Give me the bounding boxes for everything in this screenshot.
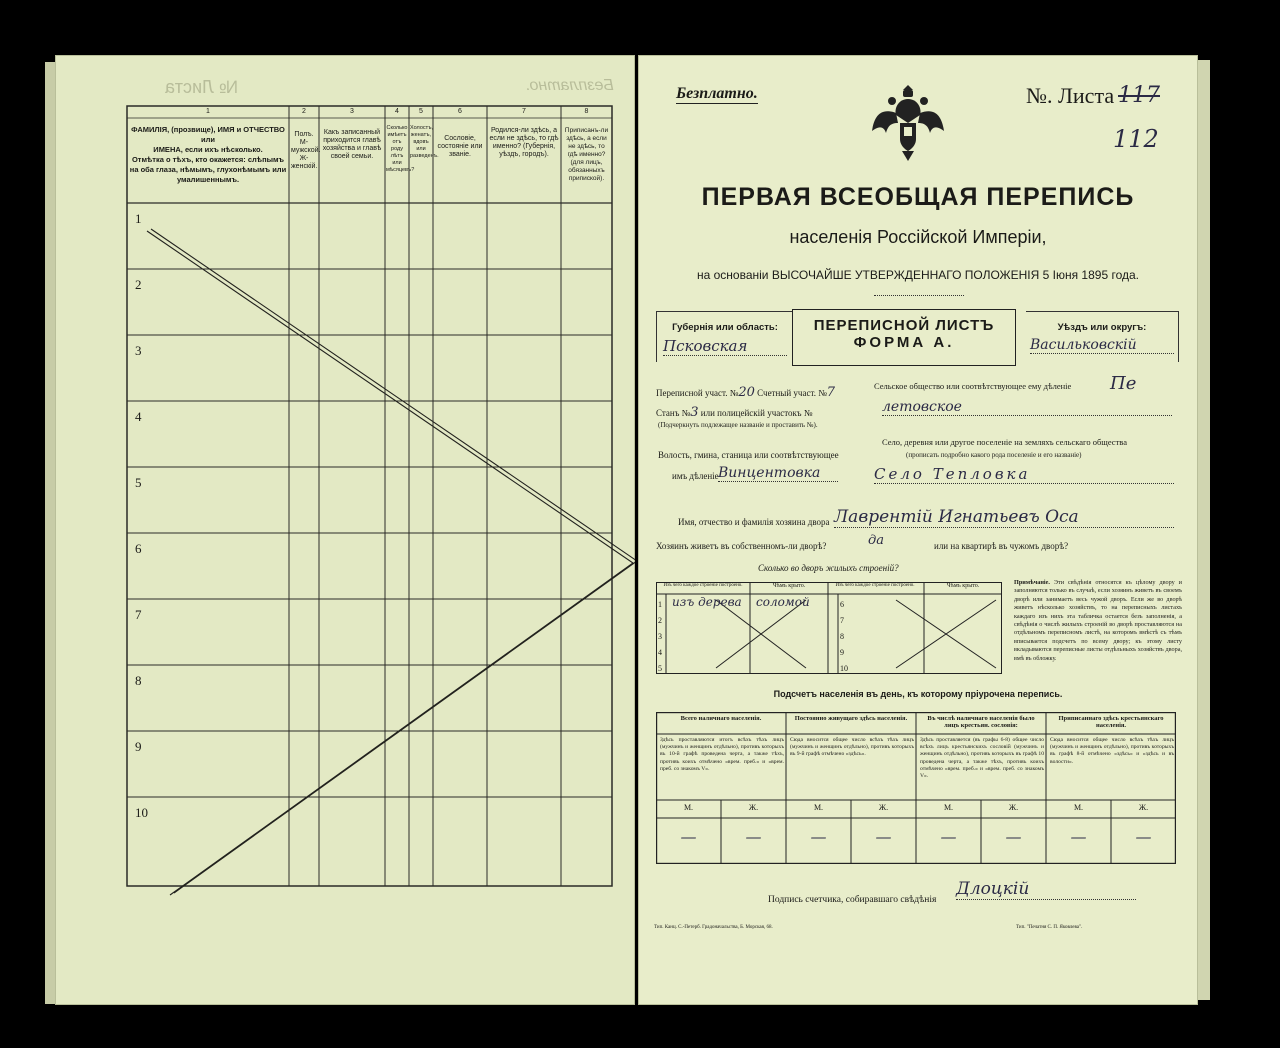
stan-label: Станъ №: [656, 408, 691, 418]
buildings-label: Сколько во дворъ жилыхъ строеній?: [758, 563, 899, 573]
ghost-sheet-label: № Листа: [165, 77, 239, 97]
sex-label-7: М.: [1073, 803, 1084, 812]
col-num-2: 2: [302, 108, 306, 115]
count-header-3: Въ числѣ наличнаго населенія было лицъ крестьян. сословія:: [927, 715, 1035, 729]
row-num-8: 8: [135, 673, 142, 688]
district-label: Уѣздъ или округъ:: [1057, 322, 1147, 333]
free-label: Безплатно.: [676, 85, 758, 102]
count-title: Подсчетъ населенія въ день, къ которому пріурочена перепись.: [773, 689, 1063, 699]
count-header-2: Постоянно живущаго здѣсь населенія.: [794, 715, 908, 722]
divider-ornament: [874, 295, 964, 302]
row-num-3: 3: [135, 343, 142, 358]
counting-section-value: 7: [826, 385, 836, 400]
build-header-roof-2: Чѣмъ крыто.: [946, 583, 980, 589]
volost-value: Винцентовка: [718, 465, 838, 482]
owner-lives-value: да: [868, 533, 884, 548]
sheet-no-label: №. Листа: [1026, 83, 1115, 108]
col7-header: Родился-ли здѣсь, а если не здѣсь, то гдѣ именно? (Губернія, уѣздъ, городъ).: [489, 127, 559, 158]
count-value-5: —: [940, 827, 957, 846]
count-value-6: —: [1005, 827, 1022, 846]
col4-header: Сколько имѣетъ отъ роду лѣтъ или мѣсяцевъ?: [386, 125, 415, 173]
count-header-1: Всего наличнаго населенія.: [680, 715, 762, 722]
sex-label-3: М.: [813, 803, 824, 812]
col1-header: ФАМИЛІЯ, (прозвище), ИМЯ и ОТЧЕСТВО или ИМЕНА, если ихъ нѣсколько. Отмѣтка о тѣхъ, кто окажется: слѣпымъ на оба глаза, нѣмымъ, глухонѣмымъ или умалишеннымъ.: [129, 125, 287, 184]
row-num-6: 6: [135, 541, 142, 556]
province-value: Псковская: [663, 337, 787, 356]
count-value-7: —: [1070, 827, 1087, 846]
col-num-5: 5: [419, 108, 423, 115]
build-entry-roof: соломой: [756, 595, 810, 609]
build-entry-material: изъ дерева: [672, 595, 742, 609]
underline-note: (Подчеркнуть подлежащее названіе и проставить №).: [658, 421, 818, 429]
count-value-3: —: [810, 827, 827, 846]
ghost-free-label: Безплатно.: [525, 77, 614, 94]
left-page: [55, 55, 635, 1005]
col-num-1: 1: [206, 108, 210, 115]
build-rows-right: 6 7 8 9 10: [840, 600, 848, 673]
sheet-title-box: [792, 309, 1016, 366]
row-num-1: 1: [135, 211, 142, 226]
row-num-5: 5: [135, 475, 142, 490]
count-value-1: —: [680, 827, 697, 846]
row-num-10: 10: [135, 805, 148, 820]
col-num-6: 6: [458, 108, 462, 115]
stan-value: 3: [690, 405, 699, 420]
left-grid: [55, 55, 635, 1005]
count-header-4: Приписаннаго здѣсь крестьянскаго населенія.: [1058, 715, 1164, 729]
census-section-value: 20: [738, 385, 755, 400]
row-num-4: 4: [135, 409, 142, 424]
stan-row: [656, 405, 812, 420]
sex-label-4: Ж.: [878, 803, 889, 812]
count-desc-1: Здѣсь проставляются итогъ всѣхъ тѣхъ лицъ (мужчинъ и женщинъ отдѣльно), противъ которыхъ въ 10-й графѣ проведена черта, а также тѣхъ, противъ коихъ отмѣчено «врем. преб.» и «врем. преб. со знакомъ V».: [660, 737, 784, 772]
col3-header: Какъ записанный приходится главѣ хозяйства и главѣ своей семьи.: [322, 129, 382, 160]
col-num-3: 3: [350, 108, 354, 115]
signature-label: Подпись счетчика, собиравшаго свѣдѣнія: [768, 895, 937, 905]
col-num-7: 7: [522, 108, 526, 115]
build-rows-left: 1 2 3 4 5: [658, 600, 662, 673]
count-desc-4: Сюда вносится общее число всѣхъ тѣхъ лицъ (мужчинъ и женщинъ отдѣльно), противъ которыхъ въ графѣ 8-й отмѣчено «здѣсь» и «здѣсь и въ волости».: [1050, 737, 1174, 765]
col5-header: Холостъ, женатъ, вдовъ или разведенъ.: [410, 125, 439, 159]
printer-left: Тип. Канц. С.-Петерб. Градоначальства, Б. Морская, 68.: [654, 925, 773, 930]
signature-value: Длоцкій: [956, 879, 1136, 900]
owner-value: Лаврентій Игнатьевъ Оса: [834, 507, 1174, 528]
census-section-label: Переписной участ. №: [656, 388, 739, 398]
census-title: ПЕРВАЯ ВСЕОБЩАЯ ПЕРЕПИСЬ: [701, 183, 1135, 211]
province-box: [656, 311, 793, 362]
row-num-9: 9: [135, 739, 142, 754]
printer-right: Тип. "Печатня С. П. Яковлева".: [1016, 925, 1083, 930]
district-box: [1026, 311, 1179, 362]
sex-label-1: М.: [683, 803, 694, 812]
owner-lives-label: Хозяинъ живетъ въ собственномъ-ли дворѣ?: [656, 541, 827, 551]
sex-label-8: Ж.: [1138, 803, 1149, 812]
volost-label: Волость, гмина, станица или соотвѣтствующее: [658, 450, 839, 460]
count-value-4: —: [875, 827, 892, 846]
count-desc-2: Сюда вносится общее число всѣхъ тѣхъ лицъ (мужчинъ и женщинъ отдѣльно), противъ которыхъ въ 9-й графѣ отмѣчено «здѣсь».: [790, 737, 914, 758]
census-section-row: [656, 385, 835, 400]
count-desc-3: Здѣсь проставляется (въ графы 6-8) общее число всѣхъ лицъ крестьянскихъ сословій (мужчинъ и женщинъ отдѣльно), противъ которыхъ въ графѣ 10 проведена черта, а также тѣхъ, противъ коихъ отмѣчено «врем. преб.» и «врем. преб. со знакомъ V».: [920, 737, 1044, 780]
page-stack-edge-right: [1196, 60, 1210, 1000]
col6-header: Сословіе, состояніе или званіе.: [437, 135, 483, 158]
owner-label: Имя, отчество и фамилія хозяина двора: [678, 517, 830, 527]
sheet-form: ФОРМА А.: [853, 334, 955, 351]
row-num-7: 7: [135, 607, 142, 622]
sheet-no-old: 117: [1118, 83, 1160, 108]
police-label: или полицейскій участокъ №: [700, 408, 813, 418]
village-note: (прописать подробно какого рода поселеніе и его названіе): [906, 451, 1082, 459]
build-header-material: Изъ чего каждое строеніе построено.: [663, 583, 743, 588]
village-label: Село, деревня или другое поселеніе на земляхъ сельскаго общества: [882, 437, 1127, 447]
note-text: Эти свѣдѣнія относятся къ цѣлому двору и заполняются только въ случаѣ, если хозяинъ живетъ въ своемъ дворѣ или занимаетъ весь чужой дворъ. Если же во дворѣ живетъ нѣсколько хозяйствъ, то на переписныхъ листахъ каждаго изъ нихъ эта табличка остается безъ заполненія, а свѣдѣнія о числѣ жилыхъ строеній во дворѣ проставляются на отдѣльномъ переписномъ листѣ, на которомъ вмѣстѣ съ тѣмъ вписывается подсчетъ по всему двору; къ этому листу вкладываются переписные листы отдѣльныхъ хозяйствъ двора, вмѣ въ обложку.: [1014, 579, 1182, 662]
right-page: [638, 55, 1198, 1005]
build-header-roof: Чѣмъ крыто.: [772, 583, 806, 589]
col8-header: Приписанъ-ли здѣсь, а если не здѣсь, то гдѣ именно? (для лицъ, обязанныхъ припиской).: [564, 127, 609, 182]
note-title: Примѣчаніе.: [1014, 579, 1050, 586]
row-num-2: 2: [135, 277, 142, 292]
col-num-4: 4: [395, 108, 399, 115]
col2-header: Полъ. М-мужской. Ж-женскій.: [291, 131, 321, 170]
build-header-material-2: Изъ чего каждое строеніе построено.: [835, 583, 915, 588]
or-apartment-label: или на квартирѣ въ чужомъ дворѣ?: [934, 541, 1069, 551]
village-value: Село Тепловка: [874, 465, 1174, 484]
census-basis: на основаніи ВЫСОЧАЙШЕ УТВЕРЖДЕННАГО ПОЛОЖЕНІЯ 5 Іюня 1895 года.: [696, 268, 1139, 282]
district-value: Васильковскій: [1030, 337, 1174, 354]
note-block: [1014, 579, 1182, 663]
sex-label-5: М.: [943, 803, 954, 812]
society-value-2: летовское: [882, 399, 1172, 416]
census-subtitle: населенія Россійской Имперіи,: [789, 227, 1047, 247]
sheet-title: ПЕРЕПИСНОЙ ЛИСТЪ: [813, 317, 995, 334]
sheet-no-new: 112: [1113, 125, 1159, 153]
society-label: Сельское общество или соотвѣтствующее ему дѣленіе: [874, 381, 1072, 391]
double-eagle-emblem: [870, 83, 946, 163]
volost-label-2: имъ дѣленіе: [672, 471, 719, 481]
col-num-8: 8: [584, 108, 589, 115]
count-value-2: —: [745, 827, 762, 846]
province-label: Губернія или область:: [672, 322, 778, 333]
sex-label-2: Ж.: [748, 803, 759, 812]
society-value: Пе: [1110, 373, 1137, 394]
counting-section-label: Счетный участ. №: [757, 388, 827, 398]
count-value-8: —: [1135, 827, 1152, 846]
sex-label-6: Ж.: [1008, 803, 1019, 812]
